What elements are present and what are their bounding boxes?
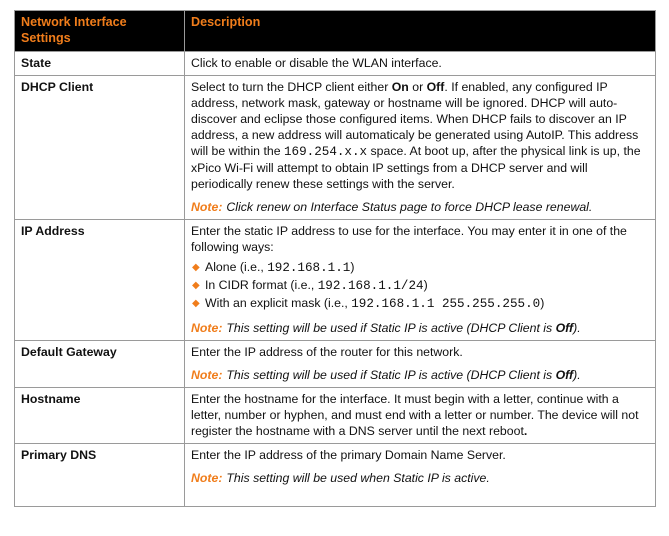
list-item xyxy=(191,259,649,277)
header-settings: Network Interface Settings xyxy=(15,11,185,52)
dns-note-text: This setting will be used when Static IP is active. xyxy=(226,471,490,485)
gateway-description: Enter the IP address of the router for this network. xyxy=(191,345,463,359)
note-label: Note: xyxy=(191,200,223,214)
dhcp-off: Off xyxy=(426,80,445,94)
hostname-description: Enter the hostname for the interface. It must begin with a letter, continue with a letter, number or hyphen, and must end with a letter or number. The device will not register the hostname with a DNS server until the next reboot xyxy=(191,392,639,438)
gateway-note-off: Off xyxy=(555,368,574,382)
ip-note-text: This setting will be used if Static IP is active (DHCP Client is xyxy=(226,321,556,335)
setting-desc-dhcp xyxy=(185,76,656,220)
ip-item-text: In CIDR format (i.e., xyxy=(205,278,318,292)
table-header-row xyxy=(15,11,656,52)
gateway-note-end: ). xyxy=(573,368,581,382)
setting-desc-hostname xyxy=(185,388,656,444)
gateway-note-text: This setting will be used if Static IP is active (DHCP Client is xyxy=(226,368,556,382)
setting-desc-state: Click to enable or disable the WLAN interface. xyxy=(185,52,656,76)
ip-item-code: 192.168.1.1 255.255.255.0 xyxy=(351,297,541,311)
dhcp-text-3: space. At boot up, after the physical link is up, the xPico Wi-Fi will attempt to obtain IP settings from a DHCP server and will periodically renew these settings with the server. xyxy=(191,144,641,191)
ip-item-code: 192.168.1.1/24 xyxy=(317,279,424,293)
setting-desc-ip xyxy=(185,220,656,341)
ip-item-text: ) xyxy=(423,278,428,292)
table-row xyxy=(15,444,656,507)
setting-name-gateway: Default Gateway xyxy=(15,341,185,388)
diamond-bullet-icon: ◆ xyxy=(192,280,200,291)
gateway-note xyxy=(191,367,649,383)
settings-table xyxy=(14,10,656,507)
dhcp-text-or: or xyxy=(408,80,427,94)
setting-name-ip: IP Address xyxy=(15,220,185,341)
list-item xyxy=(191,295,649,313)
table-row xyxy=(15,341,656,388)
spacer xyxy=(191,486,649,502)
ip-item-code: 192.168.1.1 xyxy=(267,261,351,275)
table-row xyxy=(15,76,656,220)
ip-intro: Enter the static IP address to use for the interface. You may enter it in one of the following ways: xyxy=(191,224,627,254)
ip-note-end: ). xyxy=(573,321,581,335)
ip-item-text: ) xyxy=(350,260,355,274)
ip-format-list xyxy=(191,259,649,313)
table-row xyxy=(15,52,656,76)
ip-note xyxy=(191,320,649,336)
list-item xyxy=(191,277,649,295)
dhcp-range-code: 169.254.x.x xyxy=(283,145,368,159)
setting-name-dns: Primary DNS xyxy=(15,444,185,507)
setting-desc-dns xyxy=(185,444,656,507)
setting-desc-gateway xyxy=(185,341,656,388)
setting-name-state: State xyxy=(15,52,185,76)
dhcp-text-2: . If enabled, any configured IP address, network mask, gateway or hostname will be ignored. DHCP will auto-discover and eclipse those configured items. When DHCP fails to discover an IP address, a new address will automaticaly be generated using AutoIP. This address will be within the xyxy=(191,80,639,158)
note-label: Note: xyxy=(191,368,223,382)
dhcp-on: On xyxy=(391,80,409,94)
dhcp-description xyxy=(191,79,649,192)
dhcp-text-1: Select to turn the DHCP client either xyxy=(191,80,392,94)
diamond-bullet-icon: ◆ xyxy=(192,262,200,273)
hostname-end: . xyxy=(523,424,528,438)
ip-item-text: With an explicit mask (i.e., xyxy=(205,296,352,310)
note-label: Note: xyxy=(191,471,223,485)
note-label: Note: xyxy=(191,321,223,335)
setting-name-hostname: Hostname xyxy=(15,388,185,444)
ip-item-text: Alone (i.e., xyxy=(205,260,268,274)
setting-name-dhcp: DHCP Client xyxy=(15,76,185,220)
header-description: Description xyxy=(185,11,656,52)
dns-note xyxy=(191,470,649,486)
diamond-bullet-icon: ◆ xyxy=(192,298,200,309)
dns-description: Enter the IP address of the primary Domain Name Server. xyxy=(191,448,506,462)
table-row xyxy=(15,388,656,444)
ip-item-text: ) xyxy=(540,296,545,310)
dhcp-note-text: Click renew on Interface Status page to force DHCP lease renewal. xyxy=(226,200,593,214)
dhcp-note xyxy=(191,199,649,215)
table-row xyxy=(15,220,656,341)
ip-note-off: Off xyxy=(555,321,574,335)
